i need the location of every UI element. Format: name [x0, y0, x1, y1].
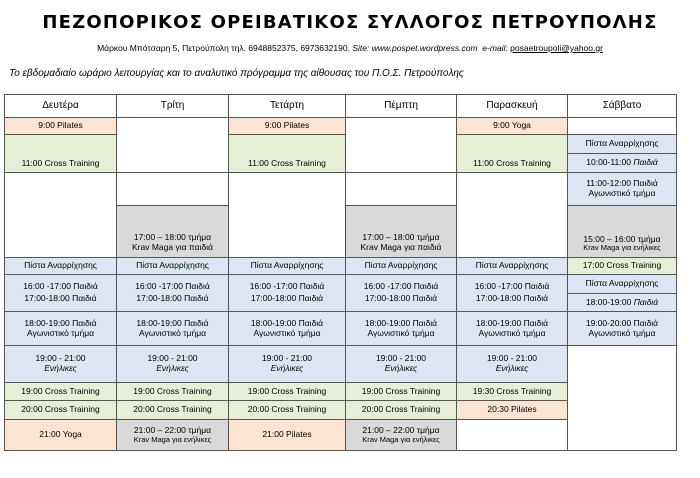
fri-competitive: 18:00-19:00 Παιδιά Αγωνιστικό τμήμα — [456, 311, 568, 346]
wed-competitive: 18:00-19:00 Παιδιά Αγωνιστικό τμήμα — [228, 311, 346, 346]
mon-adults: 19:00 - 21:00 Ενήλικες — [4, 345, 117, 383]
thu-krav-maga-kids: 17:00 – 18:00 τμήμα Krav Maga για παιδιά — [345, 205, 457, 258]
sat-cross-17: 17:00 Cross Training — [567, 257, 677, 275]
mon-competitive: 18:00-19:00 Παιδιά Αγωνιστικό τμήμα — [4, 311, 117, 346]
mon-cross-training: 11:00 Cross Training — [4, 134, 117, 173]
mon-pilates: 9:00 Pilates — [4, 117, 117, 135]
wed-pilates-21: 21:00 Pilates — [228, 419, 346, 451]
wed-kids: 16:00 -17:00 Παιδιά 17:00-18:00 Παιδιά — [228, 274, 346, 312]
thu-kids: 16:00 -17:00 Παιδιά 17:00-18:00 Παιδιά — [345, 274, 457, 312]
sat-competitive-19: 19:00-20:00 Παιδιά Αγωνιστικό τμήμα — [567, 311, 677, 346]
day-header-thursday: Πέμπτη — [345, 94, 457, 118]
tue-krav-maga-adults: 21:00 – 22:00 τμήμα Krav Maga για ενήλικες — [116, 419, 229, 451]
email-label: e-mail: — [482, 43, 508, 53]
mon-climbing-track: Πίστα Αναρρίχησης — [4, 257, 117, 275]
thu-cross-19: 19:00 Cross Training — [345, 382, 457, 401]
tue-cross-19: 19:00 Cross Training — [116, 382, 229, 401]
mon-cross-19: 19:00 Cross Training — [4, 382, 117, 401]
day-header-tuesday: Τρίτη — [116, 94, 229, 118]
mon-yoga-21: 21:00 Yoga — [4, 419, 117, 451]
sat-kids-1000: 10:00-11:00 Παιδιά — [567, 153, 677, 173]
thu-cross-20: 20:00 Cross Training — [345, 400, 457, 420]
wed-cross-20: 20:00 Cross Training — [228, 400, 346, 420]
mon-cross-20: 20:00 Cross Training — [4, 400, 117, 420]
tue-cross-20: 20:00 Cross Training — [116, 400, 229, 420]
wed-adults: 19:00 - 21:00 Ενήλικες — [228, 345, 346, 383]
thu-adults: 19:00 - 21:00 Ενήλικες — [345, 345, 457, 383]
intro-text: Το εβδομαδιαίο ωράριο λειτουργίας και το αναλυτικό πρόγραμμα της αίθουσας του Π.Ο.Σ. Πετρούπολης — [9, 68, 464, 79]
wed-cross-19: 19:00 Cross Training — [228, 382, 346, 401]
mon-kids: 16:00 -17:00 Παιδιά 17:00-18:00 Παιδιά — [4, 274, 117, 312]
thu-krav-maga-adults: 21:00 – 22:00 τμήμα Krav Maga για ενήλικες — [345, 419, 457, 451]
day-header-wednesday: Τετάρτη — [228, 94, 346, 118]
thu-competitive: 18:00-19:00 Παιδιά Αγωνιστικό τμήμα — [345, 311, 457, 346]
fri-empty — [456, 172, 568, 258]
fri-empty-bottom — [456, 419, 568, 451]
fri-yoga: 9:00 Yoga — [456, 117, 568, 135]
site-label: Site: — [352, 43, 370, 53]
tue-krav-maga-kids: 17:00 – 18:00 τμήμα Krav Maga για παιδιά — [116, 205, 229, 258]
fri-climbing-track: Πίστα Αναρρίχησης — [456, 257, 568, 275]
fri-pilates-2030: 20:30 Pilates — [456, 400, 568, 420]
email-link[interactable]: posaetroupoli@yahoo.gr — [510, 43, 603, 53]
day-header-monday: Δευτέρα — [4, 94, 117, 118]
address-text: Μάρκου Μπότσαρη 5, Πετρούπολη τηλ. 6948852375, 6973632190. — [97, 43, 350, 53]
wed-empty — [228, 172, 346, 258]
thu-climbing-track: Πίστα Αναρρίχησης — [345, 257, 457, 275]
tue-climbing-track: Πίστα Αναρρίχησης — [116, 257, 229, 275]
thu-empty-2 — [345, 172, 457, 206]
fri-cross-1930: 19:30 Cross Training — [456, 382, 568, 401]
thu-empty-1 — [345, 117, 457, 173]
sat-kids-18: 18:00-19:00 Παιδιά — [567, 293, 677, 312]
tue-empty-2 — [116, 172, 229, 206]
day-header-saturday: Σάββατο — [567, 94, 677, 118]
site-link[interactable]: www.pospet.wordpress.com — [371, 43, 478, 53]
fri-adults: 19:00 - 21:00 Ενήλικες — [456, 345, 568, 383]
wed-cross-training: 11:00 Cross Training — [228, 134, 346, 173]
tue-competitive: 18:00-19:00 Παιδιά Αγωνιστικό τμήμα — [116, 311, 229, 346]
club-title: ΠΕΖΟΠΟΡΙΚΟΣ ΟΡΕΙΒΑΤΙΚΟΣ ΣΥΛΛΟΓΟΣ ΠΕΤΡΟΥΠΟΛΗΣ — [42, 12, 658, 33]
wed-climbing-track: Πίστα Αναρρίχησης — [228, 257, 346, 275]
sat-krav-maga-adults: 15:00 – 16:00 τμήμα Krav Maga για ενήλικες — [567, 205, 677, 258]
tue-kids: 16:00 -17:00 Παιδιά 17:00-18:00 Παιδιά — [116, 274, 229, 312]
sat-empty-top — [567, 117, 677, 135]
sat-climbing-track-1: Πίστα Αναρρίχησης — [567, 134, 677, 154]
tue-adults: 19:00 - 21:00 Ενήλικες — [116, 345, 229, 383]
fri-cross-training: 11:00 Cross Training — [456, 134, 568, 173]
sat-empty-bottom — [567, 345, 677, 451]
day-header-friday: Παρασκευή — [456, 94, 568, 118]
fri-kids: 16:00 -17:00 Παιδιά 17:00-18:00 Παιδιά — [456, 274, 568, 312]
mon-empty — [4, 172, 117, 258]
wed-pilates: 9:00 Pilates — [228, 117, 346, 135]
sat-climbing-track-2: Πίστα Αναρρίχησης — [567, 274, 677, 294]
tue-empty-1 — [116, 117, 229, 173]
sat-competitive-11: 11:00-12:00 Παιδιά Αγωνιστικό τμήμα — [567, 172, 677, 206]
